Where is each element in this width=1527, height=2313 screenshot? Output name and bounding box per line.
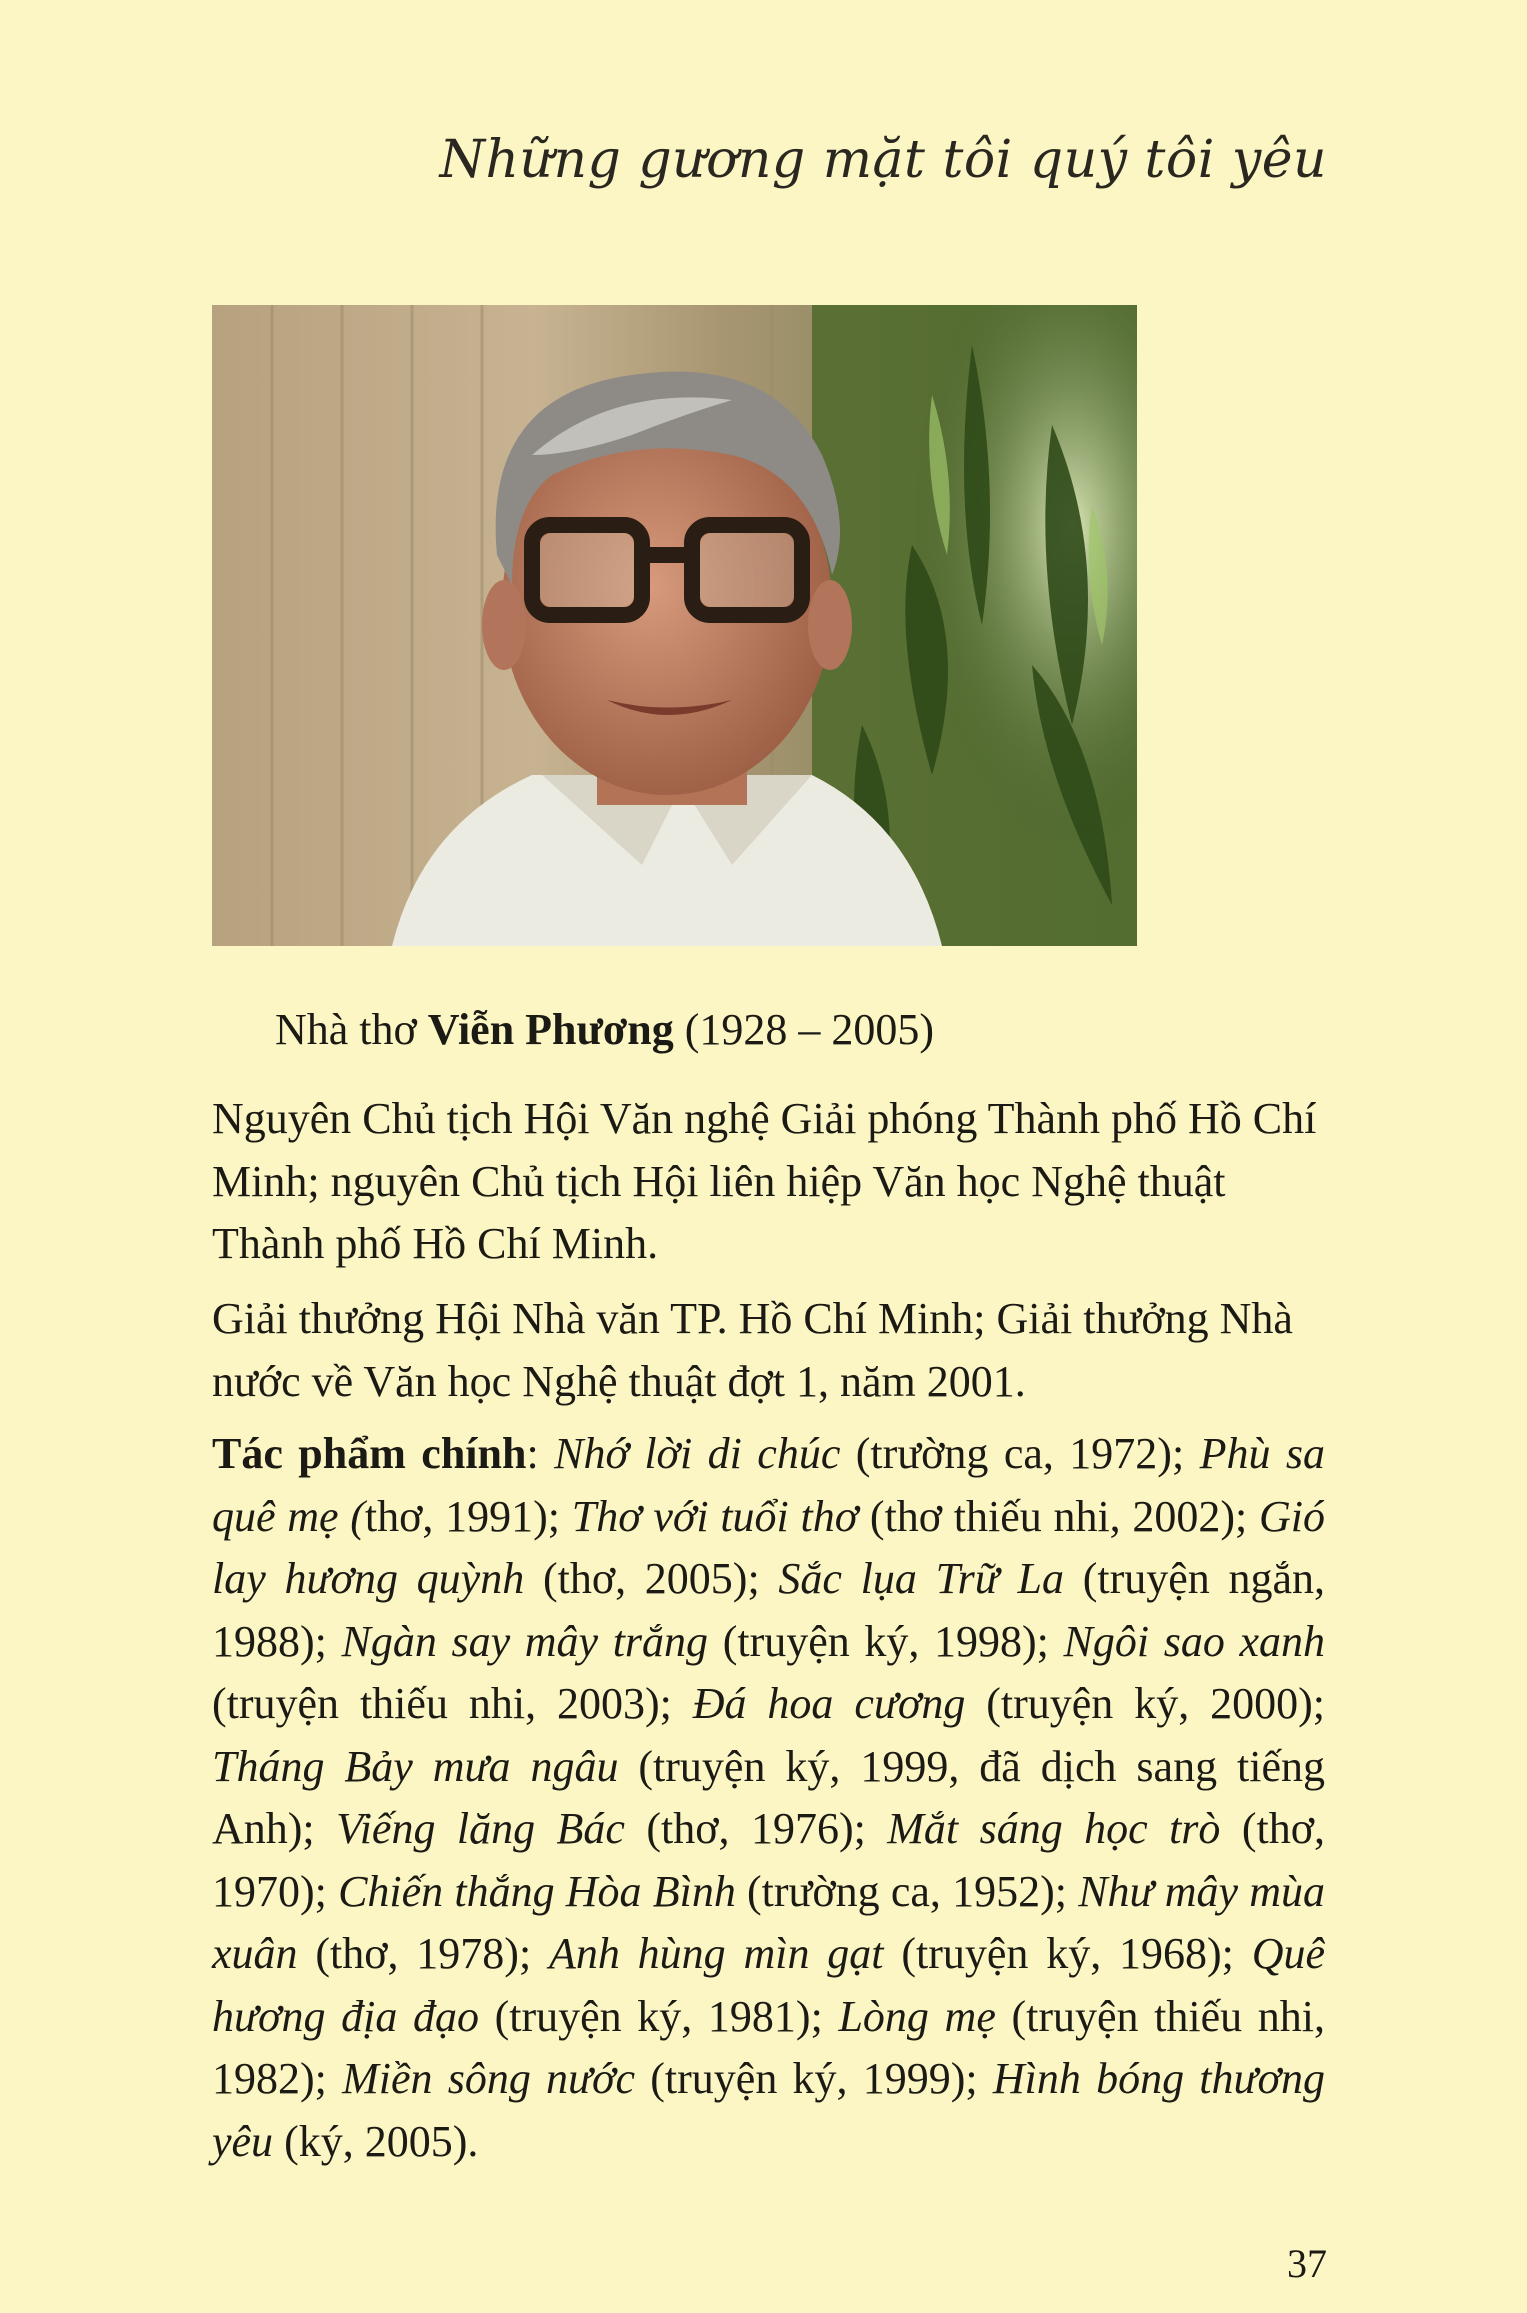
work-title: Nhớ lời di chúc [554, 1429, 841, 1478]
work-note: (trường ca, 1972); [840, 1429, 1200, 1478]
work-title: Mắt sáng học trò [887, 1804, 1221, 1853]
work-note: (truyện ký, 1999, đã dịch sang tiếng Anh); [212, 1741, 1325, 1853]
work-note: (truyện ký, 1998); [708, 1616, 1064, 1666]
work-note: (thơ thiếu nhi, 2002); [858, 1491, 1259, 1541]
author-portrait-photo [212, 305, 1137, 946]
works-list [212, 1429, 1325, 2166]
portrait-illustration [212, 305, 1137, 946]
work-note: (thơ, 1970); [212, 1804, 1326, 1916]
works-label: Tác phẩm chính [212, 1429, 527, 1478]
work-title: Đá hoa cương [692, 1679, 966, 1728]
work-title: Quê hương địa đạo [212, 1929, 1325, 2041]
works-paragraph [212, 1423, 1325, 2173]
work-note: (thơ, 2005); [524, 1554, 779, 1603]
work-title: Anh hùng mìn gạt [548, 1929, 884, 1978]
work-note: (truyện ngắn, 1988); [212, 1554, 1326, 1666]
work-title: Ngôi sao xanh [1063, 1616, 1325, 1666]
work-title: Phù sa quê mẹ ( [212, 1429, 1326, 1541]
work-note: (truyện ký, 1981); [478, 1991, 839, 2041]
work-note: (thơ, 1976); [624, 1804, 888, 1853]
work-note: (truyện ký, 1968); [883, 1929, 1252, 1978]
author-years: (1928 – 2005) [673, 1005, 935, 1054]
work-title: Chiến thắng Hòa Bình [338, 1866, 736, 1916]
work-title: Lòng mẹ [838, 1991, 996, 2041]
work-title: Tháng Bảy mưa ngâu [212, 1741, 619, 1791]
work-title: Sắc lụa Trữ La [778, 1554, 1064, 1603]
work-title: Gió lay hương quỳnh [212, 1491, 1325, 1603]
work-note: (ký, 2005). [273, 2116, 479, 2166]
caption-prefix: Nhà thơ [275, 1005, 428, 1054]
running-header: Những gương mặt tôi quý tôi yêu [439, 130, 1327, 190]
work-title: Như mây mùa xuân [212, 1866, 1325, 1978]
work-title: Ngàn say mây trắng [341, 1616, 709, 1666]
positions-paragraph: Nguyên Chủ tịch Hội Văn nghệ Giải phóng Thành phố Hồ Chí Minh; nguyên Chủ tịch Hội liên hiệp Văn học Nghệ thuật Thành phố Hồ Chí Minh. [212, 1094, 1317, 1268]
work-title: Viếng lăng Bác [336, 1804, 625, 1853]
work-note: (truyện ký, 2000); [965, 1679, 1325, 1728]
work-note: (trường ca, 1952); [735, 1866, 1079, 1916]
works-separator: : [526, 1429, 555, 1478]
work-title: Thơ với tuổi thơ [571, 1491, 859, 1541]
work-note: (truyện thiếu nhi, 2003); [212, 1679, 693, 1728]
author-name: Viễn Phương [427, 1005, 674, 1054]
work-title: Miền sông nước [342, 2054, 636, 2103]
work-note: (thơ, 1978); [297, 1929, 549, 1978]
work-title: Hình bóng thương yêu [212, 2054, 1325, 2166]
page-number: 37 [1287, 2241, 1327, 2286]
work-note: (truyện thiếu nhi, 1982); [212, 1991, 1325, 2103]
photo-caption [275, 999, 934, 1062]
work-note: thơ, 1991); [364, 1491, 572, 1541]
work-note: (truyện ký, 1999); [635, 2054, 993, 2103]
awards-paragraph: Giải thưởng Hội Nhà văn TP. Hồ Chí Minh; Giải thưởng Nhà nước về Văn học Nghệ thuật đợt 1, năm 2001. [212, 1294, 1293, 1406]
